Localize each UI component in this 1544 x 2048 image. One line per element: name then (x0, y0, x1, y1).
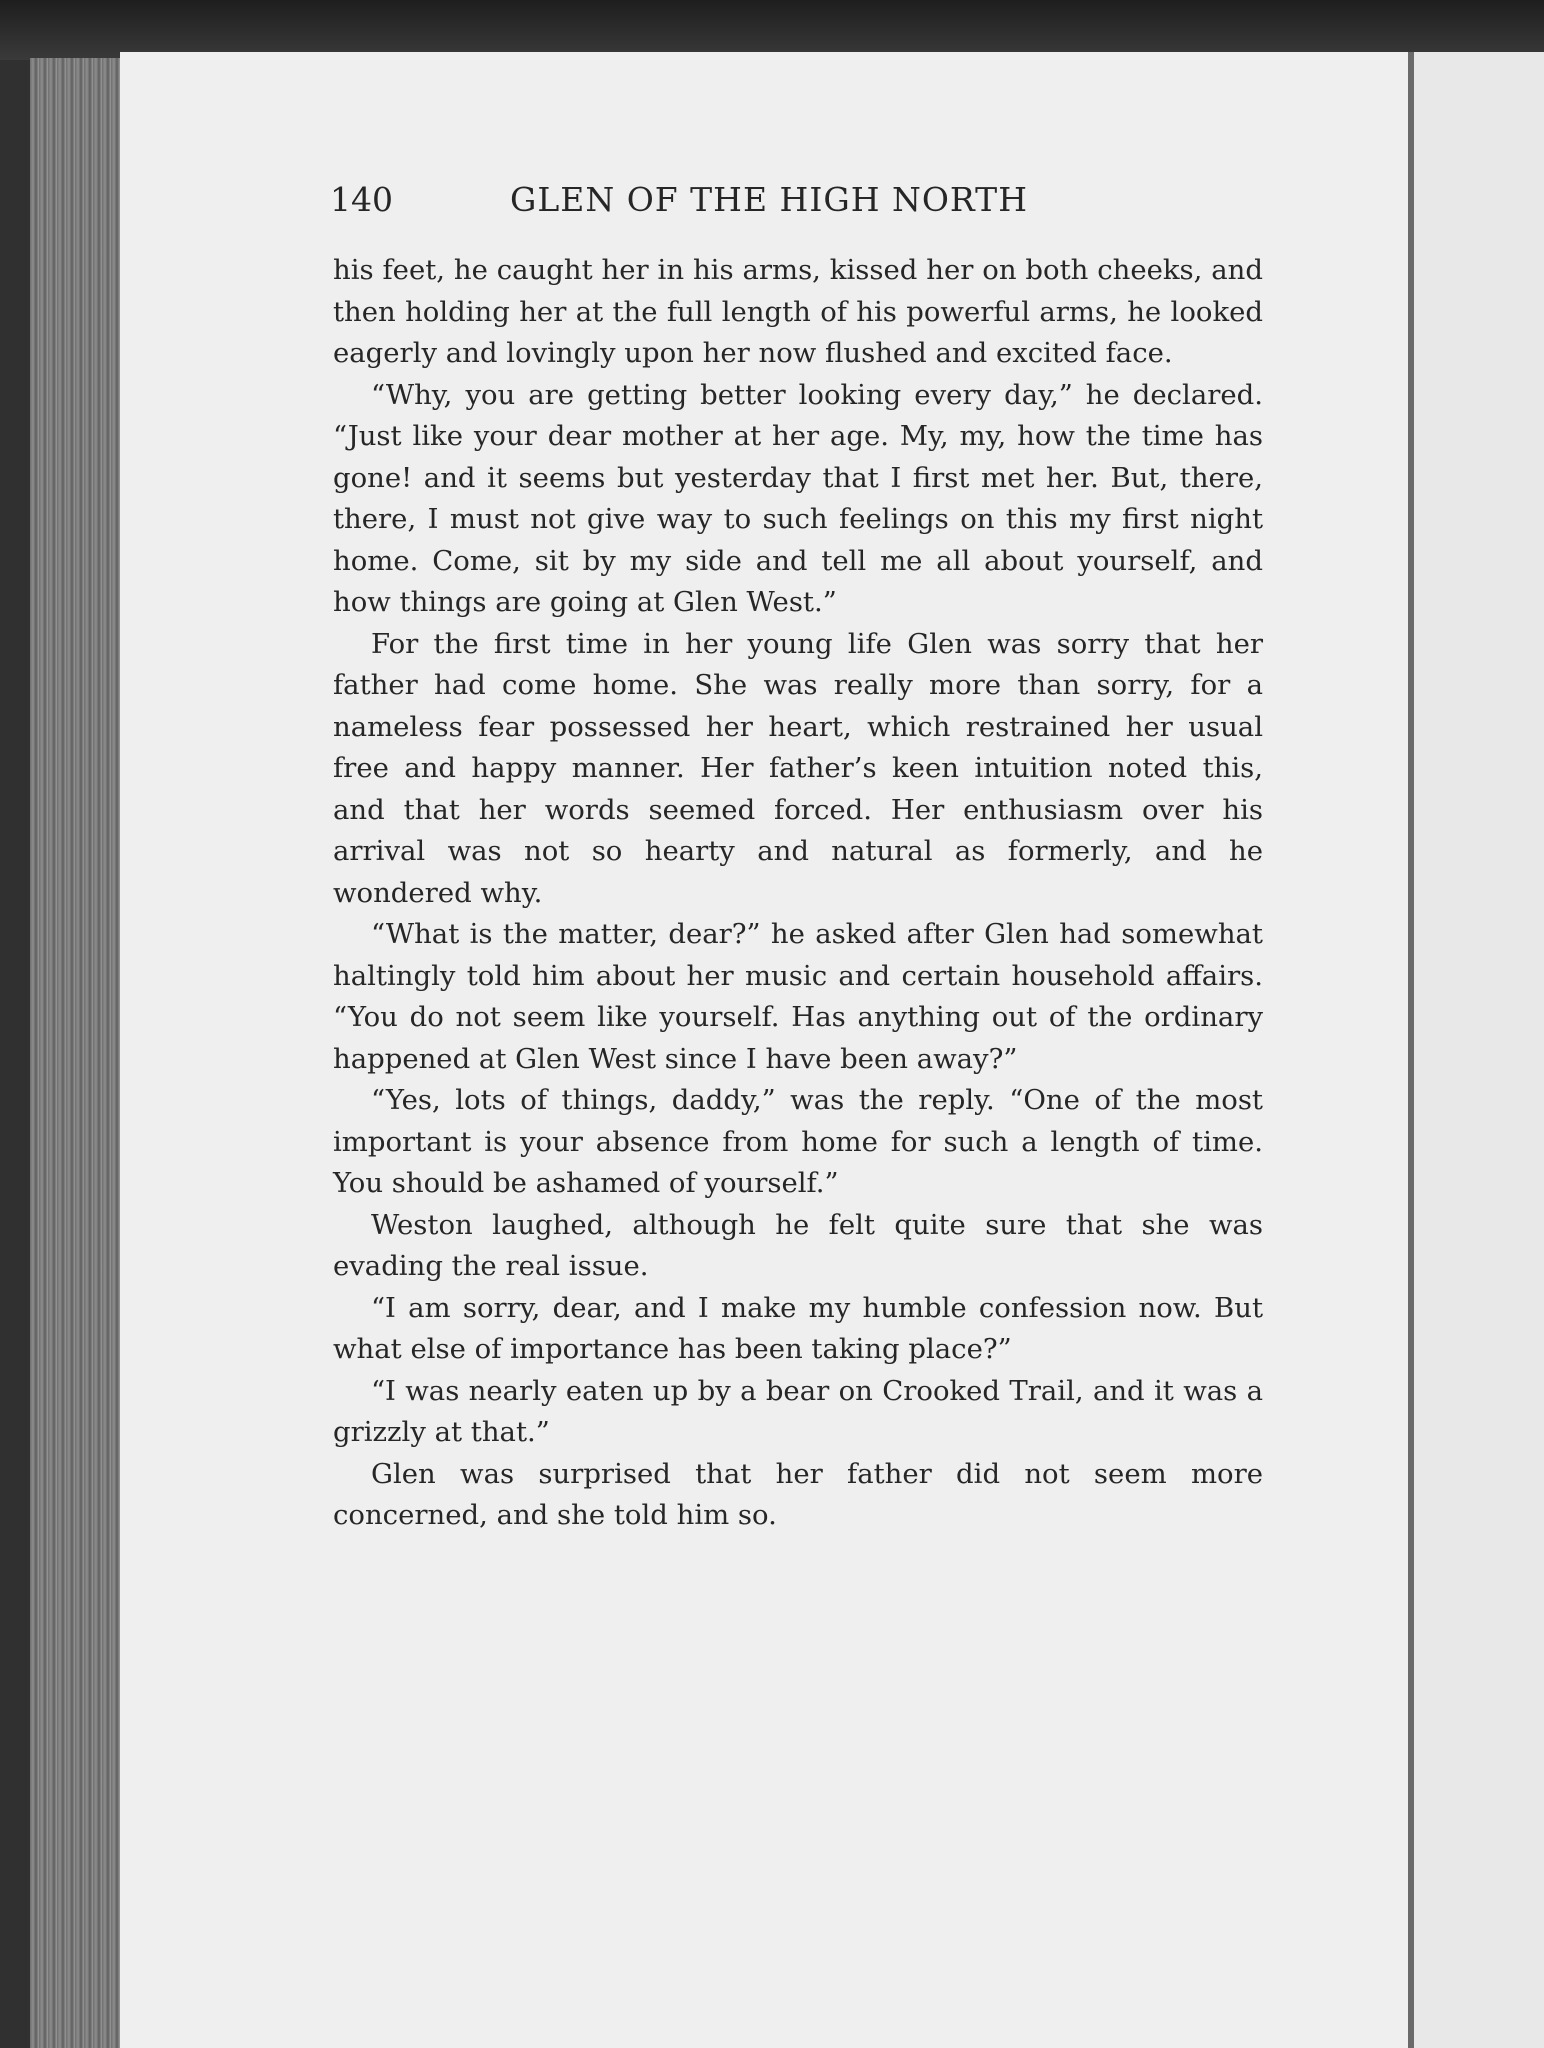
book-title: GLEN OF THE HIGH NORTH (510, 180, 1028, 219)
paragraph-8: “I was nearly eaten up by a bear on Crooked Trail, and it was a grizzly at that.” (333, 1374, 1263, 1448)
page-number: 140 (330, 180, 393, 219)
book-page-edges (30, 58, 122, 2048)
paragraph-3: For the first time in her young life Glen was sorry that her father had come home. She was really more than sorry, for a nameless fear possessed her heart, which restrained her usual free and happy manner. Her father’s keen intuition noted this, and that her words seemed forced. Her enthusiasm over his arrival was not so hearty and natural as formerly, and he wondered why. (333, 627, 1263, 909)
page-body (333, 250, 1263, 1537)
running-head (330, 180, 1280, 219)
facing-page-edge (1414, 52, 1544, 2048)
paragraph-5: “Yes, lots of things, daddy,” was the reply. “One of the most important is your absence from home for such a length of time. You should be ashamed of yourself.” (333, 1084, 1263, 1199)
paragraph-4: “What is the matter, dear?” he asked after Glen had somewhat haltingly told him about her music and certain household affairs. “You do not seem like yourself. Has anything out of the ordinary happened at Glen West since I have been away?” (333, 918, 1263, 1075)
paragraph-1: his feet, he caught her in his arms, kissed her on both cheeks, and then holding her at the full length of his powerful arms, he looked eagerly and lovingly upon her now flushed and excited face. (333, 254, 1263, 369)
paragraph-2: “Why, you are getting better looking every day,” he declared. “Just like your dear mother at her age. My, my, how the time has gone! and it seems but yesterday that I first met her. But, there, there, I must not give way to such feelings on this my first night home. Come, sit by my side and tell me all about yourself, and how things are going at Glen West.” (333, 378, 1263, 618)
scan-top-shadow (0, 0, 1544, 60)
paragraph-6: Weston laughed, although he felt quite sure that she was evading the real issue. (333, 1208, 1263, 1282)
paragraph-9: Glen was surprised that her father did not seem more concerned, and she told him so. (333, 1457, 1263, 1531)
paragraph-7: “I am sorry, dear, and I make my humble confession now. But what else of importance has been taking place?” (333, 1291, 1263, 1365)
